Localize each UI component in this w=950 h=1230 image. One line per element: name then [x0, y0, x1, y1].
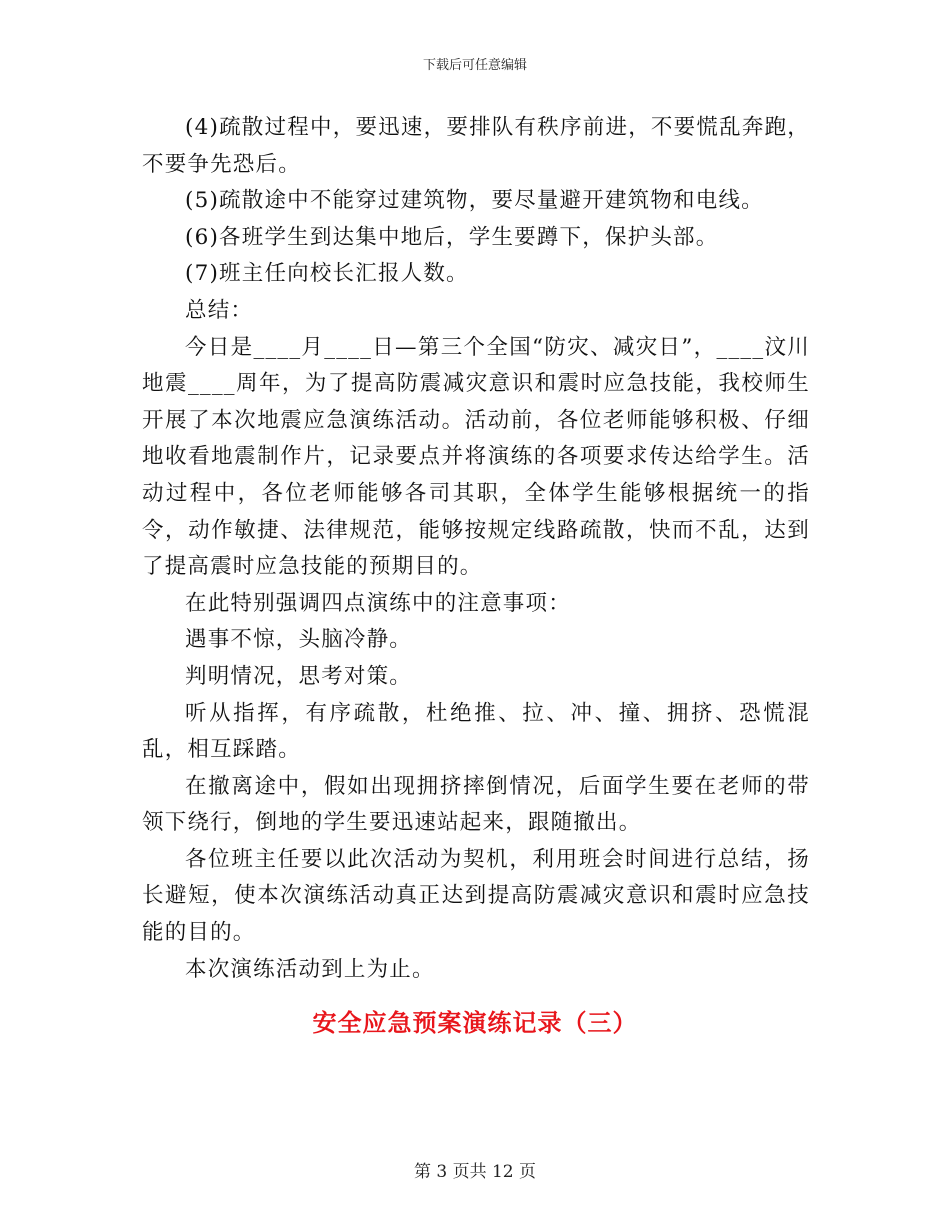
notice-item-1: 遇事不惊，头脑冷静。	[185, 627, 413, 653]
notice-intro: 在此特别强调四点演练中的注意事项：	[185, 590, 571, 616]
document-body	[142, 110, 810, 988]
paragraph-step-5: (5)疏散途中不能穿过建筑物，要尽量避开建筑物和电线。	[185, 188, 764, 214]
paragraph-step-4: (4)疏散过程中，要迅速，要排队有秩序前进，不要慌乱奔跑，不要争先恐后。	[142, 115, 810, 177]
notice-item-3: 听从指挥，有序疏散，杜绝推、拉、冲、撞、拥挤、恐慌混乱，相互踩踏。	[142, 700, 810, 763]
notice-item-2: 判明情况，思考对策。	[185, 663, 413, 689]
notice-item-4: 在撤离途中，假如出现拥挤摔倒情况，后面学生要在老师的带领下绕行，倒地的学生要迅速站起来，跟随撤出。	[142, 773, 810, 836]
paragraph-step-6: (6)各班学生到达集中地后，学生要蹲下，保护头部。	[185, 224, 719, 250]
section-title: 安全应急预案演练记录（三）	[312, 1009, 638, 1037]
summary-paragraph: 今日是____月____日—第三个全国“防灾、减灾日”，____汶川地震____周年，为了提高防震减灾意识和震时应急技能，我校师生开展了本次地震应急演练活动。活动前，各位老师能够积极、仔细地收看地震制作片，记录要点并将演练的各项要求传达给学生。活动过程中，各位老师能够各司其职，全体学生能够根据统一的指令，动作敏捷、法律规范，能够按规定线路疏散，快而不乱，达到了提高震时应急技能的预期目的。	[142, 334, 810, 580]
page-number-footer: 第 3 页共 12 页	[413, 1162, 537, 1182]
ending-line: 本次演练活动到上为止。	[185, 956, 435, 982]
page-header: 下载后可任意编辑	[422, 58, 527, 73]
paragraph-step-7: (7)班主任向校长汇报人数。	[185, 261, 469, 287]
summary-heading: 总结：	[185, 297, 254, 323]
closing-paragraph: 各位班主任要以此次活动为契机，利用班会时间进行总结，扬长避短，使本次演练活动真正达到提高防震减灾意识和震时应急技能的目的。	[142, 846, 810, 946]
